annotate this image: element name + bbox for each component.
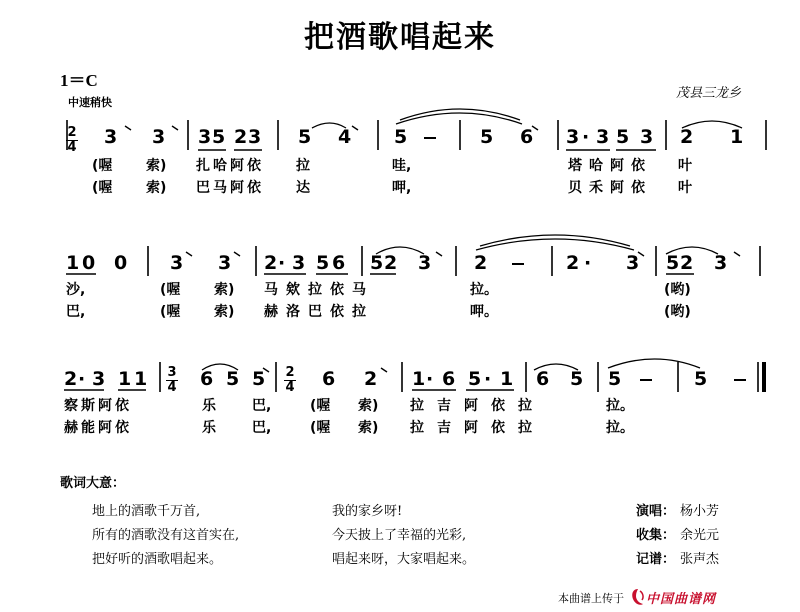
note-dot: · xyxy=(582,126,590,148)
note: 3 xyxy=(152,126,166,148)
lyric: 沙, xyxy=(66,282,86,298)
lyric: 呷, xyxy=(392,180,412,196)
lyric: 拉吉阿依拉 xyxy=(410,420,545,436)
note-dot: · xyxy=(78,368,86,390)
note: 1 xyxy=(730,126,744,148)
lyric: 扎哈阿依 xyxy=(196,158,264,174)
lyric: (喔 xyxy=(92,158,113,174)
lyric: 索) xyxy=(214,304,235,320)
note: 3 xyxy=(104,126,118,148)
note-dot: · xyxy=(278,252,286,274)
note: 3 xyxy=(198,126,212,148)
time-sig-top: 2 xyxy=(67,125,77,140)
meaning-line: 地上的酒歌千万首, xyxy=(92,504,201,519)
tempo-marking: 中速稍快 xyxy=(68,96,112,109)
lyric: 呷。 xyxy=(470,304,498,320)
note-dot: · xyxy=(484,368,492,390)
note: 3 xyxy=(626,252,640,274)
lyric: 索) xyxy=(146,180,167,196)
lyric: (喔 xyxy=(310,398,331,414)
lyric: 拉。 xyxy=(606,420,634,436)
collector-name: 余光元 xyxy=(680,528,720,543)
lyric: 索) xyxy=(146,158,167,174)
lyric: (喔 xyxy=(160,282,181,298)
note: 6 xyxy=(322,368,336,390)
note: 1 xyxy=(500,368,514,390)
lyric: 巴, xyxy=(252,420,272,436)
note: 5 xyxy=(370,252,384,274)
note: 2 xyxy=(384,252,398,274)
note: 1 xyxy=(118,368,132,390)
note: 1 xyxy=(66,252,80,274)
note: 2 xyxy=(680,126,694,148)
key-signature: 1＝C xyxy=(60,71,98,90)
notation-name: 张声杰 xyxy=(680,552,720,567)
lyric: 索) xyxy=(214,282,235,298)
note: 5 xyxy=(226,368,240,390)
lyric: (喔 xyxy=(92,180,113,196)
lyric: 拉吉阿依拉 xyxy=(410,398,545,414)
site-logo[interactable] xyxy=(630,586,800,610)
note: 3 xyxy=(170,252,184,274)
logo-text: 中国曲谱网 xyxy=(646,592,717,607)
note: 5 xyxy=(316,252,330,274)
lyric: 赫洛巴依拉 xyxy=(264,304,374,320)
note: 1 xyxy=(134,368,148,390)
note: 3 xyxy=(566,126,580,148)
lyric: (哟) xyxy=(664,304,691,320)
meaning-line: 把好听的酒歌唱起来。 xyxy=(92,552,223,567)
final-barline-thick xyxy=(762,362,766,392)
singer-label: 演唱： xyxy=(636,504,676,519)
lyric: 索) xyxy=(358,398,379,414)
lyric: 叶 xyxy=(678,158,692,174)
note: 1 xyxy=(412,368,426,390)
note: 5 xyxy=(468,368,482,390)
meaning-line: 我的家乡呀! xyxy=(332,504,403,519)
lyric: 乐 xyxy=(202,420,216,436)
meaning-line: 所有的酒歌没有这首实在, xyxy=(92,528,240,543)
note: 6 xyxy=(536,368,550,390)
note: 3 xyxy=(418,252,432,274)
lyric: 巴, xyxy=(252,398,272,414)
note: 3 xyxy=(92,368,106,390)
note: 4 xyxy=(338,126,352,148)
time-sig-bottom: 4 xyxy=(67,140,77,155)
lyric: 拉。 xyxy=(470,282,498,298)
note: 2 xyxy=(234,126,248,148)
lyric: (哟) xyxy=(664,282,691,298)
note: 6 xyxy=(442,368,456,390)
note: 3 xyxy=(248,126,262,148)
lyric: 拉。 xyxy=(606,398,634,414)
lyric: 巴, xyxy=(66,304,86,320)
lyric: 察斯阿依 xyxy=(64,398,132,414)
lyric: 哇, xyxy=(392,158,412,174)
lyric: (喔 xyxy=(160,304,181,320)
lyric: 巴马阿依 xyxy=(196,180,264,196)
note: 3 xyxy=(292,252,306,274)
note: 5 xyxy=(252,368,266,390)
note: 5 xyxy=(298,126,312,148)
lyric: 达 xyxy=(296,180,310,196)
note: 5 xyxy=(666,252,680,274)
time-sig-bottom: 4 xyxy=(167,380,177,395)
note: 5 xyxy=(394,126,408,148)
logo-icon xyxy=(630,587,646,609)
time-sig-top: 3 xyxy=(167,365,177,380)
note: 2 xyxy=(474,252,488,274)
time-sig-top: 2 xyxy=(285,365,295,380)
note: 0 xyxy=(114,252,128,274)
lyric: (喔 xyxy=(310,420,331,436)
lyric: 马欸拉依马 xyxy=(264,282,374,298)
note: 3 xyxy=(640,126,654,148)
note-dot: · xyxy=(426,368,434,390)
note: 0 xyxy=(82,252,96,274)
note: 2 xyxy=(364,368,378,390)
note: 6 xyxy=(200,368,214,390)
page-title: 把酒歌唱起来 xyxy=(304,20,496,55)
lyric: 贝禾阿依 xyxy=(568,180,652,196)
song-origin: 茂县三龙乡 xyxy=(676,86,742,101)
lyric: 赫能阿依 xyxy=(64,420,132,436)
lyric: 乐 xyxy=(202,398,216,414)
note-dot: · xyxy=(584,252,592,274)
collector-label: 收集： xyxy=(636,528,676,543)
note: 3 xyxy=(714,252,728,274)
lyric: 塔哈阿依 xyxy=(568,158,652,174)
notation-label: 记谱： xyxy=(636,552,676,567)
upload-note: 本曲谱上传于 xyxy=(558,592,624,605)
meaning-line: 唱起来呀，大家唱起来。 xyxy=(332,552,476,567)
note: 2 xyxy=(64,368,78,390)
note: 5 xyxy=(694,368,708,390)
note: 5 xyxy=(608,368,622,390)
note: 2 xyxy=(680,252,694,274)
note: 5 xyxy=(616,126,630,148)
lyric: 拉 xyxy=(296,158,310,174)
note: 5 xyxy=(480,126,494,148)
note: 6 xyxy=(520,126,534,148)
lyric: 索) xyxy=(358,420,379,436)
time-sig-bottom: 4 xyxy=(285,380,295,395)
note: 6 xyxy=(332,252,346,274)
note: 2 xyxy=(566,252,580,274)
lyric: 叶 xyxy=(678,180,692,196)
note: 5 xyxy=(570,368,584,390)
lyrics-meaning-heading: 歌词大意： xyxy=(60,476,126,491)
meaning-line: 今天披上了幸福的光彩, xyxy=(332,528,467,543)
note: 3 xyxy=(596,126,610,148)
note: 2 xyxy=(264,252,278,274)
note: 5 xyxy=(212,126,226,148)
note: 3 xyxy=(218,252,232,274)
singer-name: 杨小芳 xyxy=(680,504,720,519)
